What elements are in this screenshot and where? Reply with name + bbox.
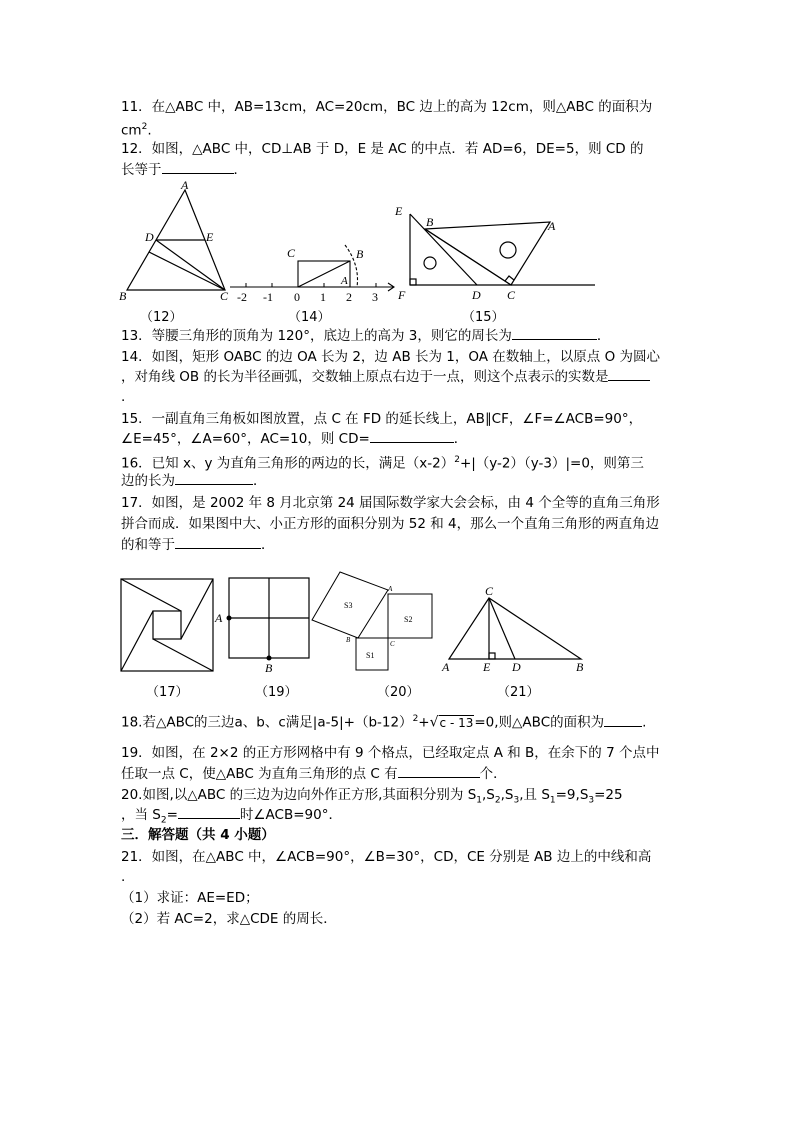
- fig14-tick: 3: [372, 290, 378, 304]
- fig12: [115, 178, 240, 303]
- q21-line2: .: [121, 869, 126, 885]
- fig19-label: A: [215, 611, 223, 625]
- fig21: [435, 582, 595, 674]
- q14-blank: [608, 368, 650, 381]
- fig12-label: D: [145, 230, 154, 244]
- fig14-tick: -1: [263, 290, 273, 304]
- fig12-label: B: [119, 289, 127, 303]
- fig20-label: A: [388, 585, 393, 593]
- q14-line2: ，对角线 OB 的长为半径画弧，交数轴上原点右边于一点，则这个点表示的实数是: [121, 368, 650, 386]
- caption-19: （19）: [255, 685, 298, 700]
- fig21-label: A: [442, 660, 450, 674]
- q14-line3: .: [121, 389, 126, 405]
- caption-15: （15）: [462, 310, 505, 325]
- fig21-label: D: [512, 660, 521, 674]
- q20-blank: [178, 806, 240, 819]
- fig14-label: C: [287, 246, 296, 260]
- q16-line2: 边的长为 ．: [121, 473, 267, 489]
- q19-line2: 任取一点 C，使△ABC 为直角三角形的点 C 有 个．: [121, 766, 507, 782]
- q11-line2: $cm^2$.: [121, 122, 152, 139]
- q12-line1: 12．如图，△ABC 中，CD⊥AB 于 D，E 是 AC 的中点．若 AD=6，DE=5，则 CD 的: [121, 141, 644, 157]
- caption-17: （17）: [146, 685, 189, 700]
- q17-line2: 拼合而成．如果图中大、小正方形的面积分别为 52 和 4，那么一个直角三角形的两直角边: [121, 516, 660, 532]
- q19-blank: [398, 765, 480, 778]
- q18-line: 18.若△ABC的三边a、b、c满足$|a-5|+(b-12)^2+√c - 13=0$,则△ABC的面积为 .: [121, 714, 647, 731]
- fig19: [212, 576, 312, 674]
- q18-blank: [604, 714, 642, 727]
- fig14-tick: 1: [320, 290, 326, 304]
- fig12-label: A: [181, 178, 189, 192]
- fig15-label: B: [426, 215, 434, 229]
- fig20: [310, 570, 440, 680]
- q16-blank: [175, 472, 253, 485]
- fig20-label: C: [390, 640, 395, 648]
- fig15: [390, 200, 600, 305]
- q12-blank: [162, 161, 234, 174]
- q11-unit: cm: [121, 122, 142, 139]
- q17-line1: 17．如图，是 2002 年 8 月北京第 24 届国际数学家大会会标，由 4 个全等的直角三角形: [121, 495, 660, 511]
- q17-blank: [175, 536, 261, 549]
- fig14-tick: -2: [237, 290, 247, 304]
- fig12-label: E: [206, 230, 214, 244]
- caption-12: （12）: [140, 310, 183, 325]
- fig14-label: B: [356, 247, 364, 261]
- q15-line1: 15．一副直角三角板如图放置，点 C 在 FD 的延长线上，AB∥CF，∠F=∠ACB=90°，: [121, 411, 643, 427]
- fig20-label: S2: [404, 615, 413, 624]
- fig21-label: B: [576, 660, 584, 674]
- fig14-label: A: [341, 275, 348, 287]
- fig14-tick: 2: [346, 290, 352, 304]
- fig15-label: A: [548, 219, 556, 233]
- fig15-label: D: [472, 288, 481, 302]
- q15-blank: [370, 430, 454, 443]
- q11-line1: 11．在△ABC 中，AB=13cm，AC=20cm，BC 边上的高为 12cm，则△ABC 的面积为: [121, 99, 653, 115]
- fig21-label: E: [483, 660, 491, 674]
- q19-line1: 19．如图，在 2×2 的正方形网格中有 9 个格点，已经取定点 A 和 B，在余下的 7 个点中: [121, 745, 660, 761]
- fig20-label: S3: [344, 601, 353, 610]
- fig21-label: C: [485, 584, 494, 598]
- q13-line: 13．等腰三角形的顶角为 120°，底边上的高为 3，则它的周长为 ．: [121, 328, 611, 344]
- q21-part1: （1）求证：AE=ED；: [121, 890, 259, 906]
- q17-line3: 的和等于 ．: [121, 537, 275, 553]
- q20-line1: 20.如图,以△ABC 的三边为边向外作正方形,其面积分别为 $S_1,S_2,S_3$,且 $S_1=9,S_3=25$: [121, 787, 623, 806]
- fig14-tick: 0: [294, 290, 300, 304]
- caption-14: （14）: [288, 310, 331, 325]
- section-title: 三．解答题（共 4 小题）: [121, 827, 275, 843]
- q15-line2: ∠E=45°，∠A=60°，AC=10，则 CD= ．: [121, 431, 468, 447]
- fig20-label: B: [346, 636, 351, 644]
- fig12-label: C: [220, 289, 229, 303]
- fig19-label: B: [265, 661, 273, 674]
- q18-radicand: c - 13: [439, 715, 474, 730]
- fig20-label: S1: [366, 651, 375, 660]
- q12-line2: 长等于 ．: [121, 162, 247, 178]
- q14-line1: 14．如图，矩形 OABC 的边 OA 长为 2，边 AB 长为 1，OA 在数轴上，以原点 O 为圆心: [121, 349, 661, 365]
- fig15-label: F: [398, 288, 406, 302]
- caption-21: （21）: [497, 685, 540, 700]
- fig15-label: C: [507, 288, 516, 302]
- fig17: [120, 578, 215, 673]
- q21-line1: 21．如图，在△ABC 中，∠ACB=90°，∠B=30°，CD，CE 分别是 AB 边上的中线和高: [121, 849, 652, 865]
- q21-part2: （2）若 AC=2，求△CDE 的周长．: [121, 911, 337, 927]
- q13-blank: [512, 327, 597, 340]
- fig14: [225, 235, 400, 305]
- caption-20: （20）: [377, 685, 420, 700]
- q20-line2: ，当 $S_2=$ 时∠ACB=90°．: [121, 807, 342, 826]
- fig15-label: E: [395, 204, 403, 218]
- q16-line1: 16．已知 x、y 为直角三角形的两边的长，满足$(x-2)^2+|(y-2)(y-3)|=0$，则第三: [121, 455, 644, 472]
